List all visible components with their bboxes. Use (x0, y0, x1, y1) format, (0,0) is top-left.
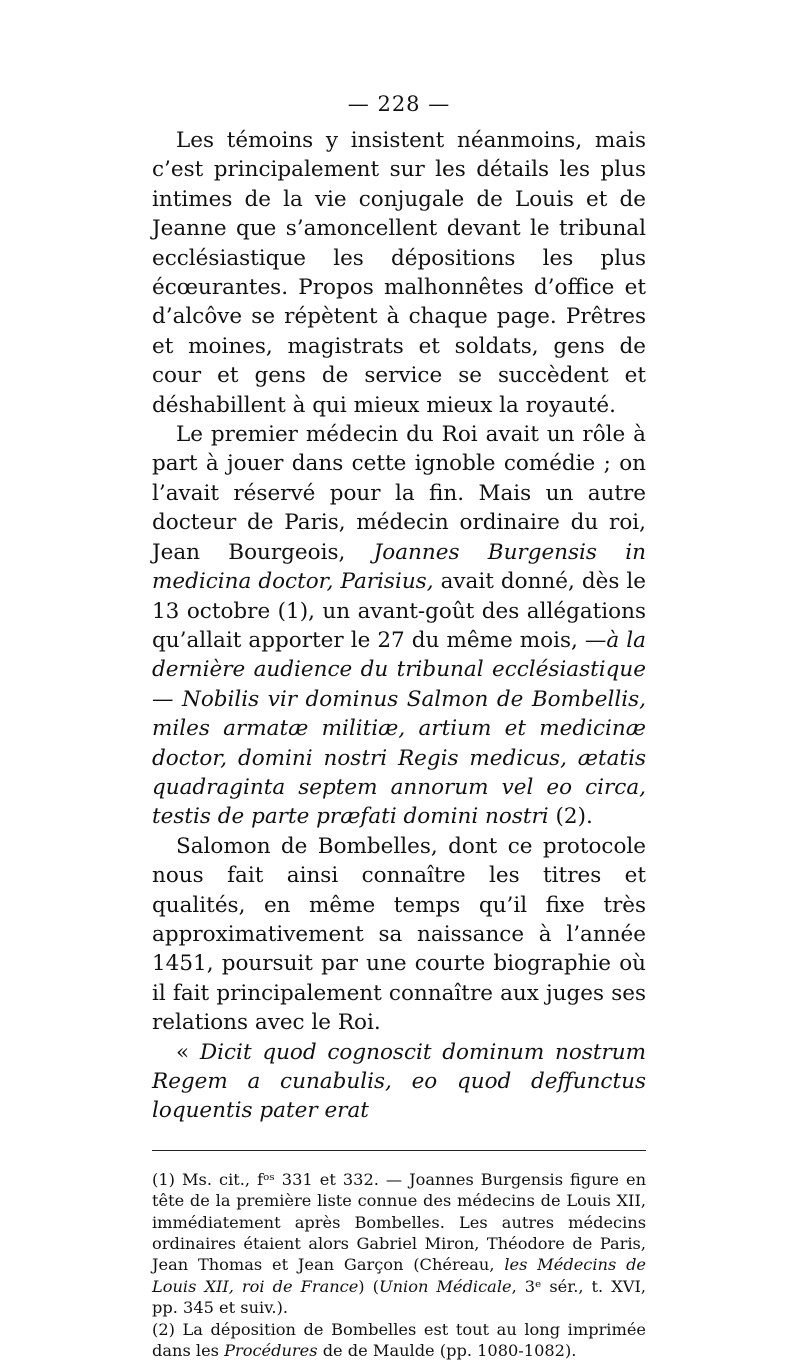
paragraph-2 (152, 420, 646, 832)
paragraph-2-text-c: avait donné, dès le 13 octobre (1), un avant-goût des allégations qu’allait apporter le 27 du même mois, — (152, 569, 646, 653)
footnote-1-title: les Médecins de Louis XII, roi de France (152, 1255, 647, 1296)
paragraph-2-note-ref: (2). (548, 804, 593, 830)
paragraph-4-latin-quote: Dicit quod cognoscit dominum nostrum Regem a cunabulis, eo quod deffunctus loquentis pater erat (152, 1039, 647, 1124)
footnote-1 (152, 1169, 646, 1319)
footnote-1-text-c: ) ( (358, 1276, 379, 1296)
footnote-1-text-a: (1) Ms. cit., fᵒˢ 331 et 332. — Joannes Burgensis figure en tête de la première liste connue des médecins de Louis XII, immédiatement après Bombelles. Les autres médecins ordinaires étaient alors Gabriel Miron, Théodore de Paris, Jean Thomas et Jean Garçon (Chéreau, (152, 1169, 646, 1275)
footnote-1-journal: Union Médicale (378, 1276, 512, 1296)
footnote-2-text-a: (2) La déposition de Bombelles est tout au long imprimée dans les (152, 1319, 646, 1361)
book-page (152, 90, 646, 1361)
footnote-2 (152, 1319, 646, 1361)
paragraph-2-latin-protocol: à la dernière audience du tribunal ecclésiastique — Nobilis vir dominus Salmon de Bombellis, miles armatæ militiæ, artium et medicinæ doctor, domini nostri Regis medicus, ætatis quadraginta septem annorum vel eo circa, testis de parte præfati domini nostri (152, 627, 646, 830)
footnote-separator (152, 1150, 646, 1151)
page-number: — 228 — (347, 92, 451, 116)
footnote-2-text-c: de de Maulde (pp. 1080-1082). (317, 1341, 577, 1361)
paragraph-3: Salomon de Bombelles, dont ce protocole nous fait ainsi connaître les titres et qualités, en même temps qu’il fixe très approximativement sa naissance à l’année 1451, poursuit par une courte biographie où il fait principalement connaître aux juges ses relations avec le Roi. (152, 833, 646, 1036)
paragraph-1: Les témoins y insistent néanmoins, mais c’est principalement sur les détails les plus intimes de la vie conjugale de Louis et de Jeanne que s’amoncellent devant le tribunal ecclésiastique les dépositions les plus écœurantes. Propos malhonnêtes d’office et d’alcôve se répètent à chaque page. Prêtres et moines, magistrats et soldats, gens de cour et gens de service se succèdent et déshabillent à qui mieux mieux la royauté. (152, 128, 646, 418)
footnote-2-title: Procédures (224, 1341, 318, 1361)
footnote-1-text-e: , 3ᵉ sér., t. XVI, pp. 345 et suiv.). (152, 1276, 646, 1318)
paragraph-4 (152, 1038, 646, 1126)
footnotes (152, 1169, 646, 1361)
paragraph-2-text-a: Le premier médecin du Roi avait un rôle à part à jouer dans cette ignoble comédie ; on l’avait réservé pour la fin. Mais un autre docteur de Paris, médecin ordinaire du roi, Jean Bourgeois, (152, 422, 646, 565)
paragraph-2-latin-name: Joannes Burgensis in medicina doctor, Parisius, (152, 539, 646, 595)
paragraph-4-quote-mark: « (176, 1039, 200, 1065)
body-text (152, 126, 646, 1126)
